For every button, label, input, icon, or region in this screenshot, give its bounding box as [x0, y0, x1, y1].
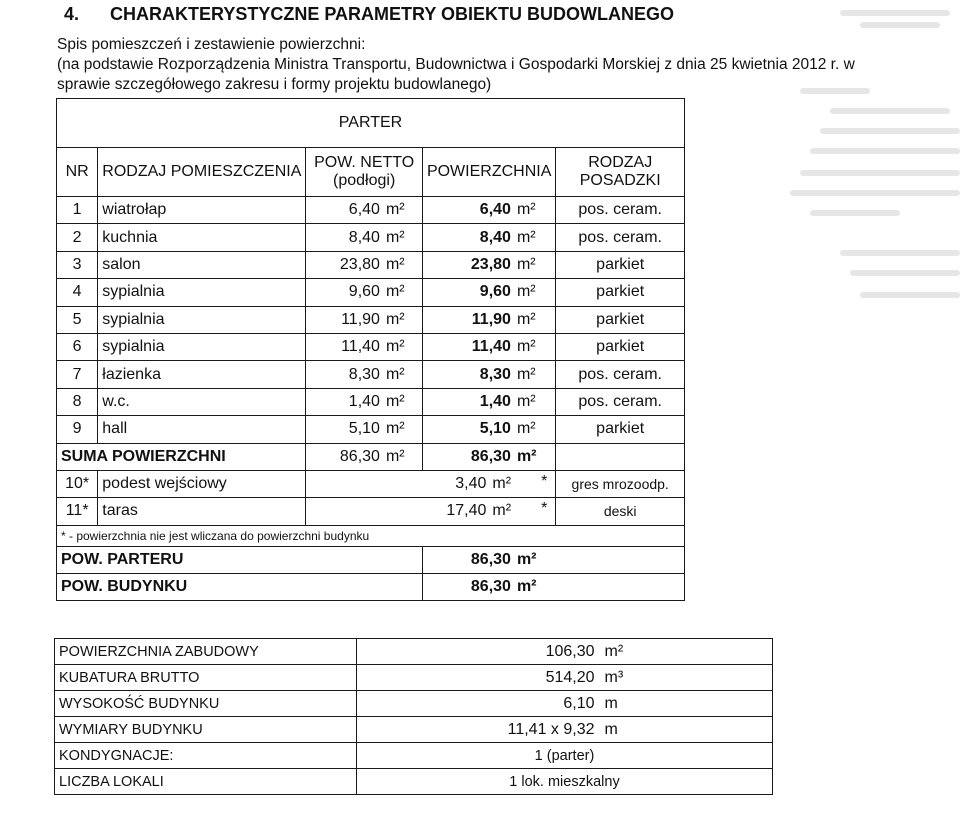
sum-row: [57, 443, 685, 470]
table-row: [55, 717, 773, 743]
room-number: 5: [57, 306, 98, 333]
room-floor: pos. ceram.: [556, 388, 685, 415]
parameter-label: WYSOKOŚĆ BUDYNKU: [55, 691, 357, 717]
room-floor: pos. ceram.: [556, 361, 685, 388]
room-name: w.c.: [98, 388, 306, 415]
room-net-area: 11,90 m²: [306, 306, 423, 333]
parameter-label: LICZBA LOKALI: [55, 769, 357, 795]
parameter-label: KONDYGNACJE:: [55, 743, 357, 769]
total-value: 86,30 m²: [422, 574, 555, 601]
header-area: POWIERZCHNIA: [422, 148, 555, 197]
room-floor: parkiet: [556, 333, 685, 360]
room-number: 6: [57, 333, 98, 360]
section-heading: [64, 4, 674, 25]
room-net-area: 11,40 m²: [306, 333, 423, 360]
room-name: wiatrołap: [98, 197, 306, 224]
room-name: podest wejściowy: [98, 470, 306, 497]
intro-text: [57, 35, 937, 95]
room-area: 11,40 m²: [422, 333, 555, 360]
parameter-label: POWIERZCHNIA ZABUDOWY: [55, 639, 357, 665]
room-net-area: 9,60 m²: [306, 279, 423, 306]
sum-empty: [556, 443, 685, 470]
table-row: [55, 691, 773, 717]
table-row: [57, 279, 685, 306]
room-net-area: 8,40 m²: [306, 224, 423, 251]
table-row: [57, 361, 685, 388]
room-name: sypialnia: [98, 333, 306, 360]
total-label: POW. PARTERU: [57, 546, 423, 573]
intro-line: (na podstawie Rozporządzenia Ministra Transportu, Budownictwa i Gospodarki Morskiej z dnia 25 kwietnia 2012 r. w: [57, 56, 855, 73]
parameter-value: 1 (parter): [357, 743, 773, 769]
room-number: 1: [57, 197, 98, 224]
room-area: 9,60 m²: [422, 279, 555, 306]
parameter-label: WYMIARY BUDYNKU: [55, 717, 357, 743]
room-number: 7: [57, 361, 98, 388]
room-area: 17,40 m² *: [306, 498, 556, 525]
parameter-value: 106,30 m²: [357, 639, 773, 665]
room-area: 8,40 m²: [422, 224, 555, 251]
room-name: hall: [98, 416, 306, 443]
room-net-area: 6,40 m²: [306, 197, 423, 224]
header-floor-type: RODZAJ POSADZKI: [556, 148, 685, 197]
header-room-type: RODZAJ POMIESZCZENIA: [98, 148, 306, 197]
room-name: kuchnia: [98, 224, 306, 251]
header-net-area: POW. NETTO (podłogi): [306, 148, 423, 197]
header-nr: NR: [57, 148, 98, 197]
total-label: POW. BUDYNKU: [57, 574, 423, 601]
excluded-marker: *: [541, 472, 548, 490]
parameter-value: 1 lok. mieszkalny: [357, 769, 773, 795]
room-area: 23,80 m²: [422, 251, 555, 278]
room-area: 1,40 m²: [422, 388, 555, 415]
table-row: [57, 498, 685, 525]
room-net-area: 8,30 m²: [306, 361, 423, 388]
building-parameters-table: [54, 638, 773, 795]
footnote-row: [57, 525, 685, 546]
room-number: 8: [57, 388, 98, 415]
total-row: [57, 546, 685, 573]
room-floor: parkiet: [556, 306, 685, 333]
room-number: 3: [57, 251, 98, 278]
parameter-value: 6,10 m: [357, 691, 773, 717]
room-name: łazienka: [98, 361, 306, 388]
intro-line: Spis pomieszczeń i zestawienie powierzchni:: [57, 36, 366, 53]
table-row: [55, 769, 773, 795]
room-number: 2: [57, 224, 98, 251]
table-row: [57, 306, 685, 333]
parter-rooms-table: [56, 98, 685, 601]
room-area: 11,90 m²: [422, 306, 555, 333]
room-area: 8,30 m²: [422, 361, 555, 388]
section-number: 4.: [64, 4, 80, 24]
table-row: [55, 743, 773, 769]
table-title: PARTER: [57, 99, 685, 148]
parameter-label: KUBATURA BRUTTO: [55, 665, 357, 691]
table-row: [57, 416, 685, 443]
parameter-value: 11,41 x 9,32 m: [357, 717, 773, 743]
footnote: * - powierzchnia nie jest wliczana do powierzchni budynku: [57, 525, 685, 546]
room-net-area: 1,40 m²: [306, 388, 423, 415]
room-number: 4: [57, 279, 98, 306]
room-name: salon: [98, 251, 306, 278]
room-area: 6,40 m²: [422, 197, 555, 224]
total-value: 86,30 m²: [422, 546, 555, 573]
sum-area: 86,30 m²: [422, 443, 555, 470]
room-floor: pos. ceram.: [556, 224, 685, 251]
excluded-marker: *: [541, 500, 548, 518]
table-row: [57, 388, 685, 415]
table-row: [57, 224, 685, 251]
total-row: [57, 574, 685, 601]
table-row: [57, 470, 685, 497]
table-row: [57, 197, 685, 224]
room-floor: gres mrozoodp.: [556, 470, 685, 497]
table-row: [55, 665, 773, 691]
room-net-area: 5,10 m²: [306, 416, 423, 443]
sum-net: 86,30 m²: [306, 443, 423, 470]
room-floor: deski: [556, 498, 685, 525]
room-floor: parkiet: [556, 279, 685, 306]
room-name: sypialnia: [98, 279, 306, 306]
room-number: 11*: [57, 498, 98, 525]
room-name: taras: [98, 498, 306, 525]
room-floor: parkiet: [556, 416, 685, 443]
room-number: 9: [57, 416, 98, 443]
room-net-area: 23,80 m²: [306, 251, 423, 278]
room-floor: pos. ceram.: [556, 197, 685, 224]
table-row: [55, 639, 773, 665]
sum-label: SUMA POWIERZCHNI: [57, 443, 306, 470]
room-area: 3,40 m² *: [306, 470, 556, 497]
table-row: [57, 251, 685, 278]
intro-line: sprawie szczegółowego zakresu i formy projektu budowlanego): [57, 76, 492, 93]
room-floor: parkiet: [556, 251, 685, 278]
parameter-value: 514,20 m³: [357, 665, 773, 691]
room-number: 10*: [57, 470, 98, 497]
room-area: 5,10 m²: [422, 416, 555, 443]
table-row: [57, 333, 685, 360]
section-title: CHARAKTERYSTYCZNE PARAMETRY OBIEKTU BUDOWLANEGO: [110, 4, 675, 24]
room-name: sypialnia: [98, 306, 306, 333]
table-header-row: [57, 148, 685, 197]
